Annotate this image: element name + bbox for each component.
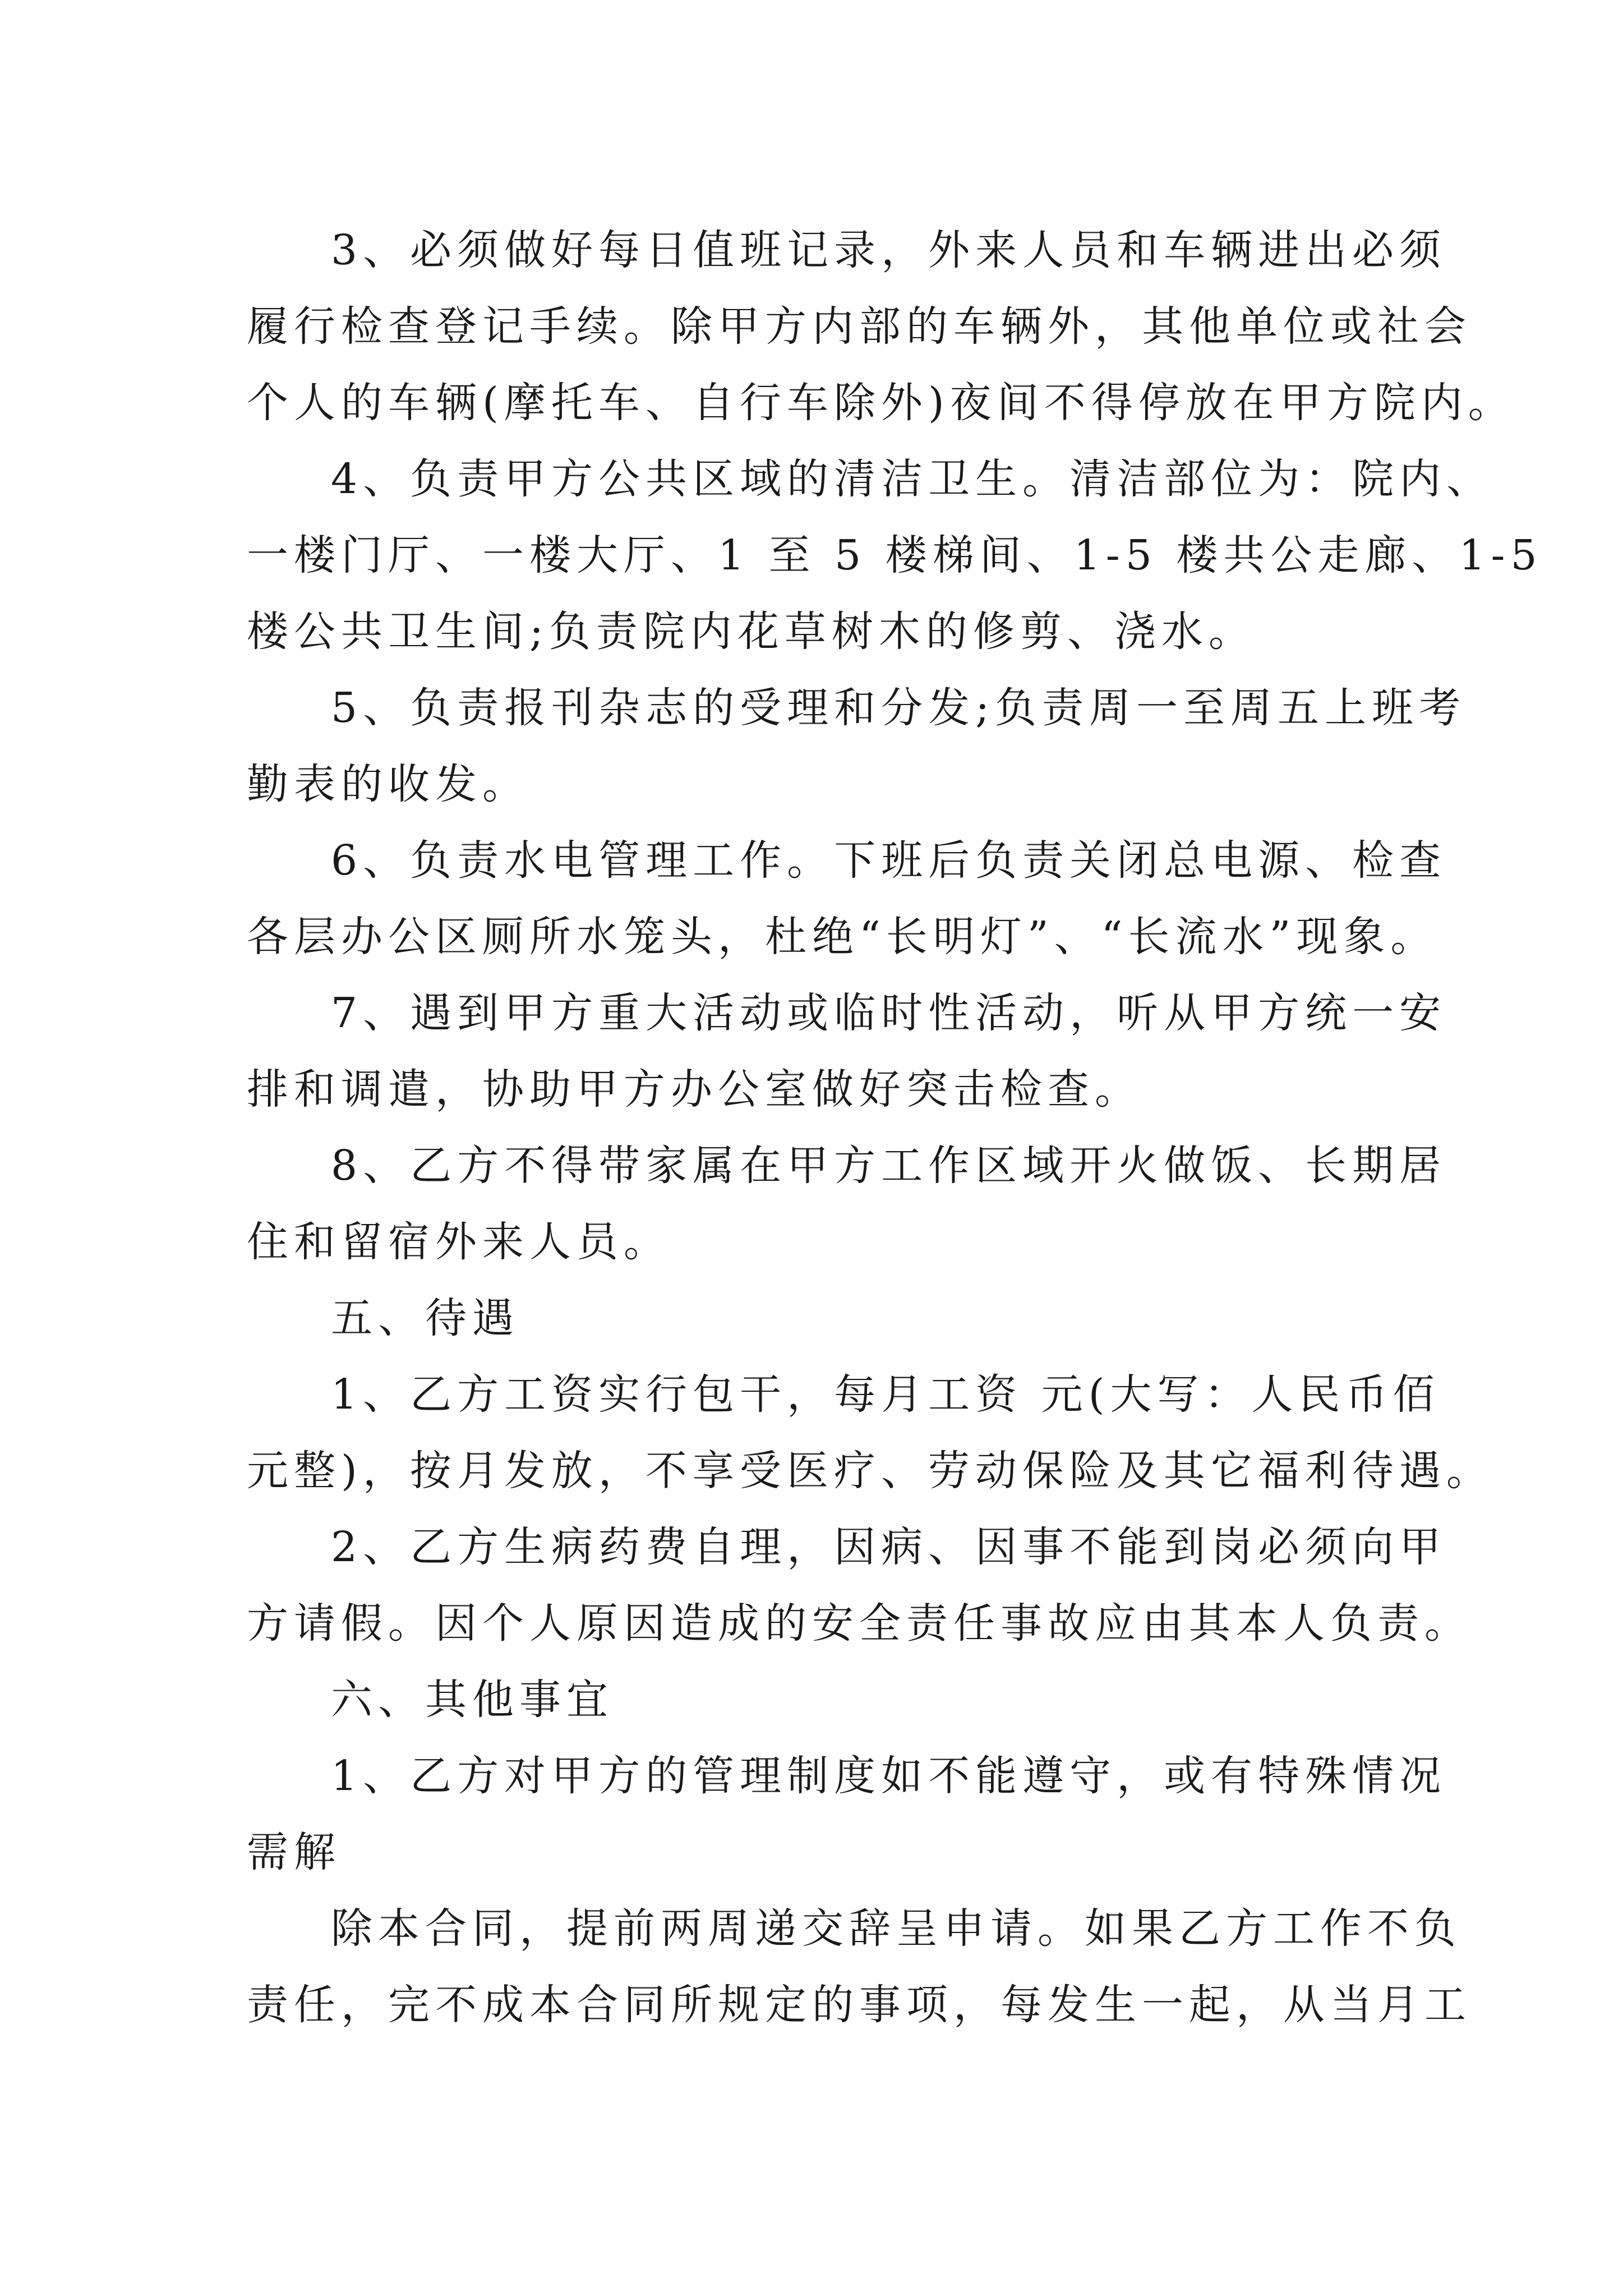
document-body: [247, 212, 1543, 2043]
paragraph-line: 勤表的收发。: [247, 760, 529, 808]
paragraph-line: 排和调遣，协助甲方办公室做好突击检查。: [247, 1065, 1142, 1114]
paragraph-line: 住和留宿外来人员。: [247, 1218, 671, 1266]
paragraph-line: 元整)，按月发放，不享受医疗、劳动保险及其它福利待遇。: [247, 1447, 1493, 1495]
paragraph-line: 6、负责水电管理工作。下班后负责关闭总电源、检查: [331, 836, 1447, 885]
section-heading: 六、其他事宜: [331, 1676, 614, 1724]
paragraph-line: 1、乙方对甲方的管理制度如不能遵守，或有特殊情况: [331, 1752, 1447, 1800]
paragraph-line: 一楼门厅、一楼大厅、1 至 5 楼梯间、1-5 楼共公走廊、1-5: [247, 531, 1543, 579]
paragraph-line: 4、负责甲方公共区域的清洁卫生。清洁部位为：院内、: [331, 455, 1494, 503]
paragraph-line: 需解: [247, 1828, 341, 1876]
paragraph-line: 5、负责报刊杂志的受理和分发;负责周一至周五上班考: [331, 684, 1467, 732]
paragraph-line: 楼公共卫生间;负责院内花草树木的修剪、浇水。: [247, 608, 1256, 656]
paragraph-line: 各层办公区厕所水笼头，杜绝“长明灯”、“长流水”现象。: [247, 913, 1438, 961]
paragraph-line: 履行检查登记手续。除甲方内部的车辆外，其他单位或社会: [247, 302, 1472, 351]
paragraph-line: 个人的车辆(摩托车、自行车除外)夜间不得停放在甲方院内。: [247, 379, 1515, 427]
paragraph-line: 方请假。因个人原因造成的安全责任事故应由其本人负责。: [247, 1599, 1472, 1648]
paragraph-line: 3、必须做好每日值班记录，外来人员和车辆进出必须: [331, 226, 1447, 274]
paragraph-line: 责任，完不成本合同所规定的事项，每发生一起，从当月工: [247, 1981, 1472, 2029]
section-heading: 五、待遇: [331, 1294, 519, 1342]
paragraph-line: 2、乙方生病药费自理，因病、因事不能到岗必须向甲: [331, 1523, 1447, 1571]
paragraph-line: 除本合同，提前两周递交辞呈申请。如果乙方工作不负: [331, 1904, 1461, 1953]
paragraph-line: 7、遇到甲方重大活动或临时性活动，听从甲方统一安: [331, 989, 1447, 1037]
paragraph-line: 1、乙方工资实行包干，每月工资 元(大写：人民币佰: [331, 1370, 1440, 1419]
paragraph-line: 8、乙方不得带家属在甲方工作区域开火做饭、长期居: [331, 1142, 1447, 1190]
